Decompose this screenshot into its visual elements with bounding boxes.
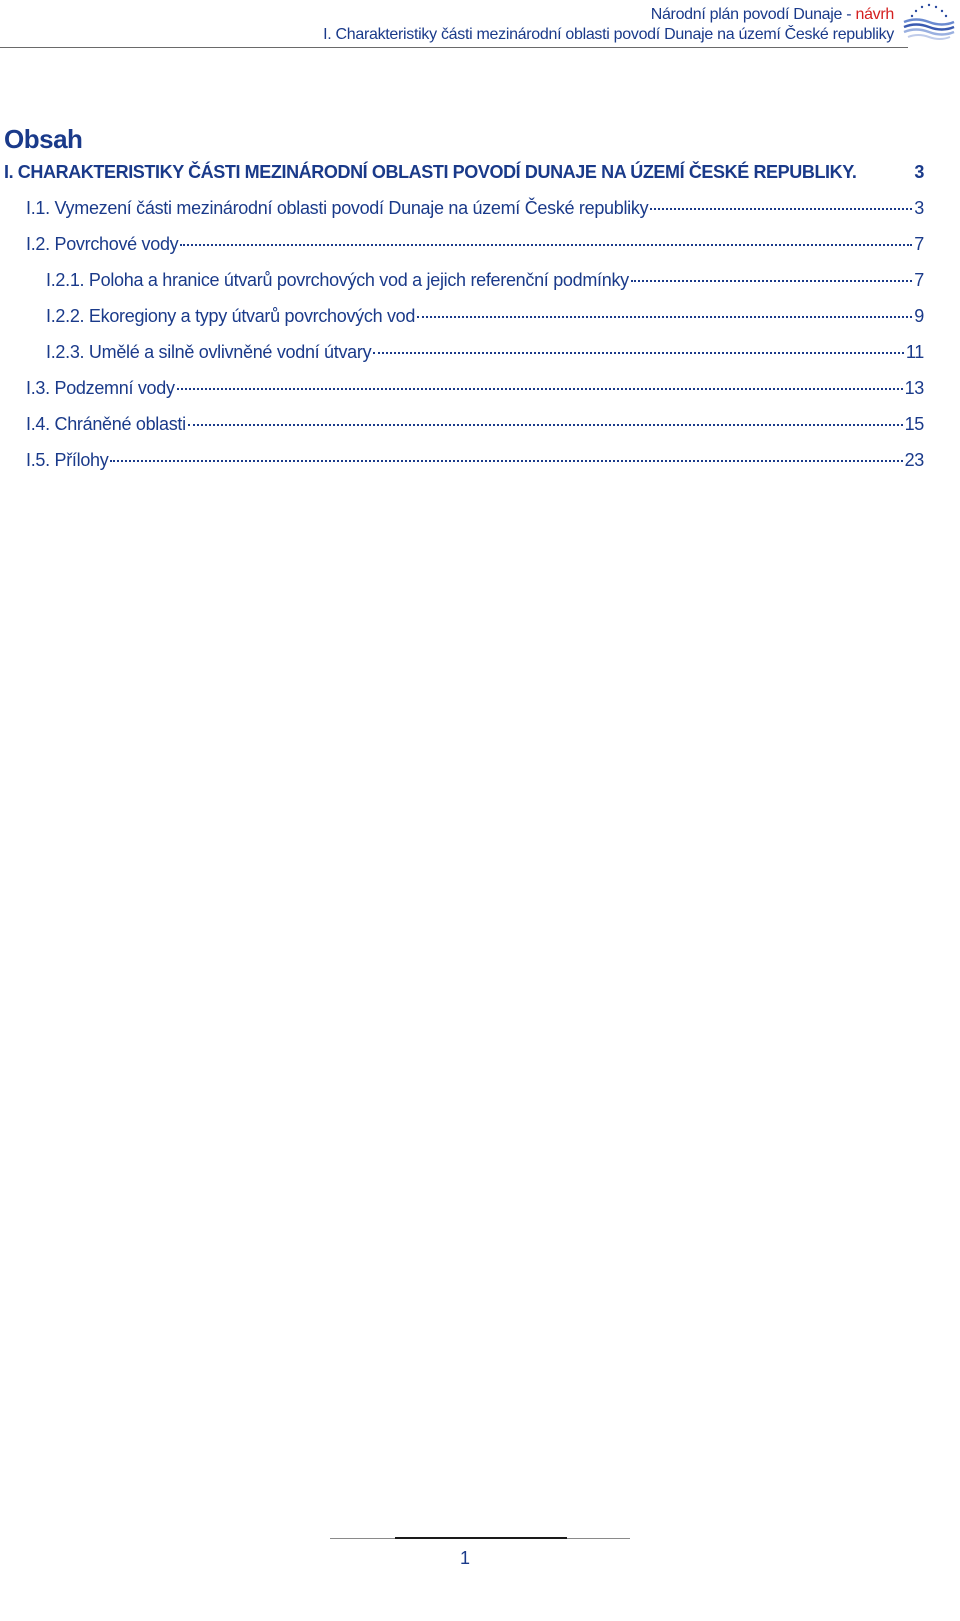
toc-entry[interactable] bbox=[46, 270, 924, 294]
toc-entry[interactable] bbox=[26, 234, 924, 258]
toc-entry-text: I.5. Přílohy bbox=[26, 450, 109, 470]
toc-entry-text: I.3. Podzemní vody bbox=[26, 378, 175, 398]
toc-entry-page: 11 bbox=[905, 342, 924, 362]
toc-leader-dots bbox=[188, 424, 903, 426]
toc-entry[interactable] bbox=[26, 378, 924, 402]
page-number: 1 bbox=[459, 1548, 470, 1568]
toc-entry-text: I.4. Chráněné oblasti bbox=[26, 414, 186, 434]
toc-entry-text: I.2.3. Umělé a silně ovlivněné vodní útvary bbox=[46, 342, 372, 362]
document-title-text: Národní plán povodí Dunaje - bbox=[650, 6, 856, 23]
toc-entry[interactable] bbox=[46, 306, 924, 330]
toc-leader-dots bbox=[650, 208, 912, 210]
chapter-title: I. Charakteristiky části mezinárodní oblasti povodí Dunaje na území České republiky bbox=[323, 26, 894, 43]
toc-leader-dots bbox=[417, 316, 912, 318]
toc-entry[interactable] bbox=[26, 450, 924, 474]
header-divider bbox=[0, 47, 908, 48]
toc-leader-dots bbox=[631, 280, 912, 282]
document-title bbox=[651, 6, 894, 24]
toc-entry[interactable] bbox=[4, 162, 924, 186]
toc-title: Obsah bbox=[4, 124, 83, 154]
toc-entry-page: 3 bbox=[914, 198, 924, 218]
toc-leader-dots bbox=[110, 460, 902, 462]
toc-entry[interactable] bbox=[26, 414, 924, 438]
danube-waves-logo-icon bbox=[902, 2, 956, 42]
toc-entry-text: I.2. Povrchové vody bbox=[26, 234, 179, 254]
toc-entry-text: I. CHARAKTERISTIKY ČÁSTI MEZINÁRODNÍ OBLASTI POVODÍ DUNAJE NA ÚZEMÍ ČESKÉ REPUBLIKY. bbox=[4, 162, 857, 182]
toc-entry-text: I.2.1. Poloha a hranice útvarů povrchových vod a jejich referenční podmínky bbox=[46, 270, 629, 290]
footer-divider-accent bbox=[395, 1537, 567, 1539]
toc-entry[interactable] bbox=[46, 342, 924, 366]
toc-entry-page: 3 bbox=[914, 162, 924, 182]
toc-entry[interactable] bbox=[26, 198, 924, 222]
page-header bbox=[0, 0, 960, 52]
toc-entry-page: 7 bbox=[914, 270, 924, 290]
document-status: návrh bbox=[855, 6, 894, 23]
toc-entry-page: 15 bbox=[904, 414, 924, 434]
toc-entry-page: 7 bbox=[914, 234, 924, 254]
toc-entry-text: I.2.2. Ekoregiony a typy útvarů povrchových vod bbox=[46, 306, 416, 326]
toc-entry-page: 9 bbox=[914, 306, 924, 326]
toc-entry-page: 23 bbox=[904, 450, 924, 470]
toc-leader-dots bbox=[177, 388, 903, 390]
toc-entry-text: I.1. Vymezení části mezinárodní oblasti povodí Dunaje na území České republiky bbox=[26, 198, 649, 218]
toc-entry-page: 13 bbox=[904, 378, 924, 398]
toc-leader-dots bbox=[373, 352, 904, 354]
toc-leader-dots bbox=[180, 244, 912, 246]
